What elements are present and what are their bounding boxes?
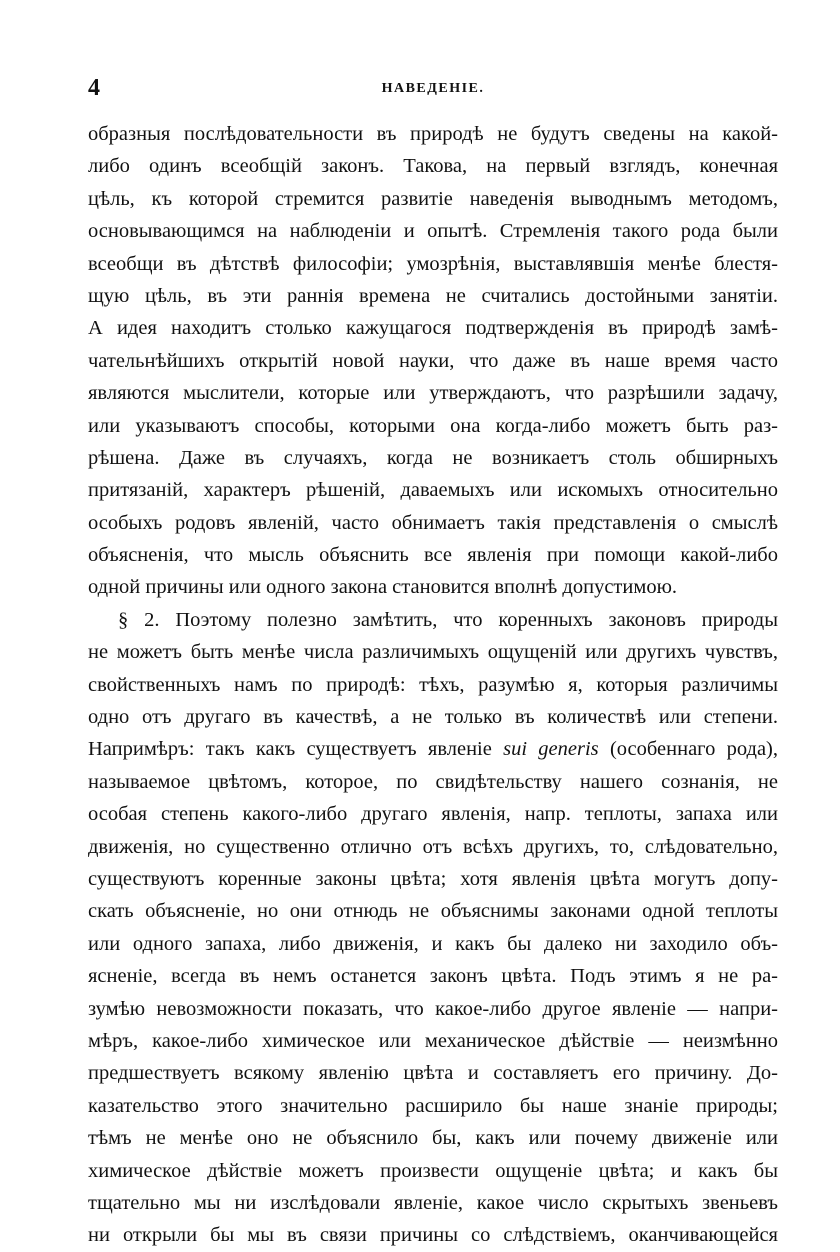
text-line: называемое цвѣтомъ, которое, по свидѣтельству нашего сознанія, не bbox=[88, 770, 778, 793]
text-line: основывающимся на наблюденіи и опытѣ. Стремленія такого рода были bbox=[88, 220, 778, 243]
text-line: рѣшена. Даже въ случаяхъ, когда не возникаетъ столь обширныхъ bbox=[88, 446, 778, 469]
section-heading-line: § 2. Поэтому полезно замѣтить, что коренныхъ законовъ природы bbox=[118, 608, 778, 631]
text-line: особыхъ родовъ явленій, часто обнимаетъ такія представленія о смыслѣ bbox=[88, 511, 778, 534]
text-line: предшествуетъ всякому явленію цвѣта и составляетъ его причину. До- bbox=[88, 1062, 778, 1085]
paragraph-2 bbox=[88, 604, 778, 1252]
text-line: скать объясненіе, но они отнюдь не объяснимы законами одной теплоты bbox=[88, 900, 778, 923]
text-line: щую цѣль, въ эти раннія времена не считались достойными занятіи. bbox=[88, 284, 778, 307]
text-segment: Напримѣръ: такъ какъ существуетъ явленіе bbox=[88, 738, 504, 761]
body-text bbox=[88, 118, 778, 1252]
italic-phrase: sui generis bbox=[503, 738, 599, 761]
text-line: ясненіе, всегда въ немъ останется законъ цвѣта. Подъ этимъ я не ра- bbox=[88, 965, 778, 988]
text-line: всеобщи въ дѣтствѣ философіи; умозрѣнія, выставлявшія менѣе блестя- bbox=[88, 252, 778, 275]
text-line: особая степень какого-либо другаго явленія, напр. теплоты, запаха или bbox=[88, 803, 778, 826]
text-line: мѣръ, какое-либо химическое или механическое дѣйствіе — неизмѣнно bbox=[88, 1029, 778, 1052]
text-segment: (особеннаго рода), bbox=[598, 738, 778, 761]
text-line: притязаній, характеръ рѣшеній, даваемыхъ или искомыхъ относительно bbox=[88, 479, 778, 502]
text-line: зумѣю невозможности показать, что какое-либо другое явленіе — напри- bbox=[88, 997, 778, 1020]
text-line: свойственныхъ намъ по природѣ: тѣхъ, разумѣю я, которыя различимы bbox=[88, 673, 778, 696]
text-line: цѣль, къ которой стремится развитіе наведенія выводнымъ методомъ, bbox=[88, 187, 778, 210]
text-line: А идея находитъ столько кажущагося подтвержденія въ природѣ замѣ- bbox=[88, 317, 778, 340]
text-line: тѣмъ не менѣе оно не объяснило бы, какъ или почему движеніе или bbox=[88, 1127, 778, 1150]
text-line bbox=[88, 733, 778, 765]
text-line: объясненія, что мысль объяснить все явленія при помощи какой-либо bbox=[88, 544, 778, 567]
text-line: не можетъ быть менѣе числа различимыхъ ощущеній или другихъ чувствъ, bbox=[88, 641, 778, 664]
text-line: являются мыслители, которые или утверждаютъ, что разрѣшили задачу, bbox=[88, 382, 778, 405]
text-line: либо одинъ всеобщій законъ. Такова, на первый взглядъ, конечная bbox=[88, 155, 778, 178]
text-line: ни открыли бы мы въ связи причины со слѣдствіемъ, оканчивающейся bbox=[88, 1224, 778, 1247]
page-header bbox=[88, 74, 778, 104]
text-line: химическое дѣйствіе можетъ произвести ощущеніе цвѣта; и какъ бы bbox=[88, 1159, 778, 1182]
text-line: образныя послѣдовательности въ природѣ не будутъ сведены на какой- bbox=[88, 123, 778, 145]
paragraph-1 bbox=[88, 118, 778, 604]
page-number: 4 bbox=[88, 75, 100, 101]
text-line: казательство этого значительно расширило бы наше знаніе природы; bbox=[88, 1094, 778, 1117]
text-line: или одного запаха, либо движенія, и какъ бы далеко ни заходило объ- bbox=[88, 932, 778, 955]
text-line: тщательно мы ни изслѣдовали явленіе, какое число скрытыхъ звеньевъ bbox=[88, 1191, 778, 1214]
text-line: чательнѣйшихъ открытій новой науки, что даже въ наше время часто bbox=[88, 349, 778, 372]
text-line: существуютъ коренные законы цвѣта; хотя явленія цвѣта могутъ допу- bbox=[88, 867, 778, 890]
running-title: НАВЕДЕНІЕ. bbox=[381, 81, 485, 96]
text-line: одно отъ другаго въ качествѣ, а не только въ количествѣ или степени. bbox=[88, 706, 778, 729]
text-line: или указываютъ способы, которыми она когда-либо можетъ быть раз- bbox=[88, 414, 778, 437]
text-line: движенія, но существенно отлично отъ всѣхъ другихъ, то, слѣдовательно, bbox=[88, 835, 778, 858]
text-line: одной причины или одного закона становится вполнѣ допустимою. bbox=[88, 576, 678, 599]
